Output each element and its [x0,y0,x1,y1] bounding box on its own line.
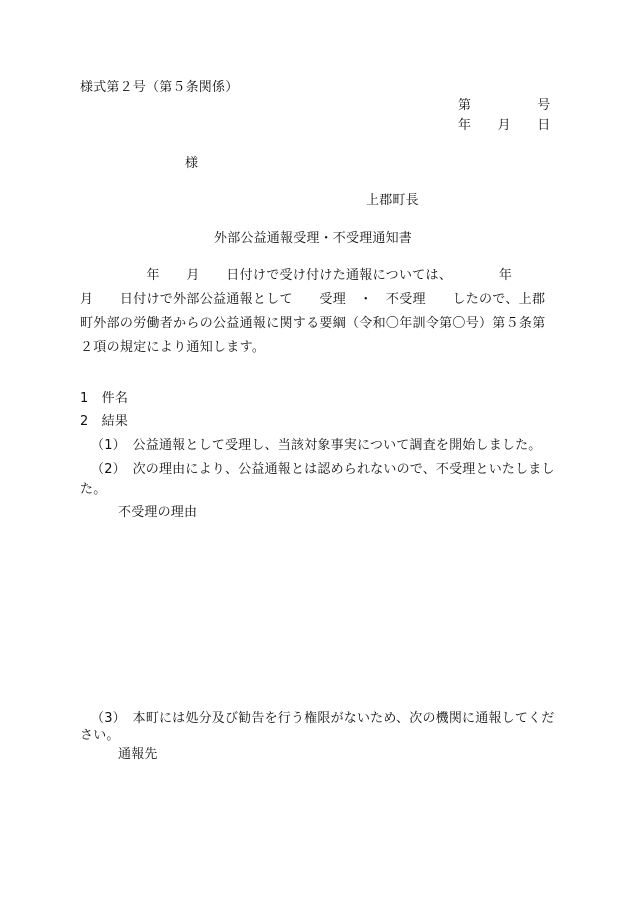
body-line: 月 日付けで外部公益通報として 受理 ・ 不受理 したので、上郡 [80,292,546,307]
body-line: 年 月 日付けで受け付けた通報については、 年 [80,268,513,283]
body-paragraph [80,264,570,360]
item-1-subject: 1 件名 [80,391,129,406]
result-option-2: （2） 次の理由により、公益通報とは認められないので、不受理といたしまし [91,462,555,477]
addressee-honorific: 様 [185,156,199,171]
document-title: 外部公益通報受理・不受理通知書 [214,231,413,246]
item-2-result: 2 結果 [80,414,129,429]
result-option-2-continued: た。 [80,482,107,497]
report-destination-label: 通報先 [118,747,158,762]
issuer-name: 上郡町長 [366,193,419,208]
rejection-reason-label: 不受理の理由 [118,505,198,520]
body-line: 町外部の労働者からの公益通報に関する要綱（令和〇年訓令第〇号）第５条第 [80,316,546,331]
result-option-3-continued: さい。 [80,728,120,743]
body-line: ２項の規定により通知します。 [80,340,266,355]
document-date: 年 月 日 [458,118,551,133]
result-option-1: （1） 公益通報として受理し、当該対象事実について調査を開始しました。 [91,438,542,453]
form-label: 様式第２号（第５条関係） [80,80,239,95]
result-option-3: （3） 本町には処分及び勧告を行う権限がないため、次の機関に通報してくだ [91,711,555,726]
document-number: 第 号 [458,98,551,113]
